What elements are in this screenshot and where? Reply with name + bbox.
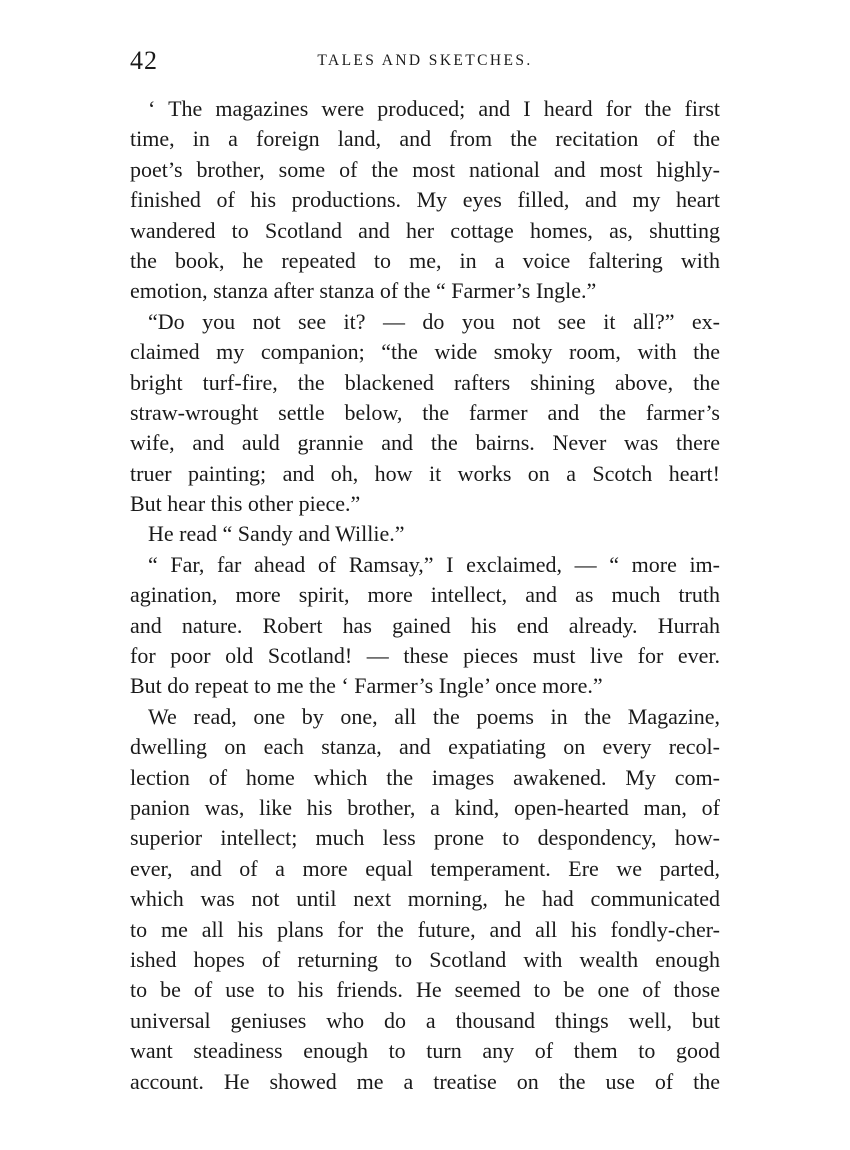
text-line: poet’s brother, some of the most national and most highly-: [130, 156, 720, 182]
text-line: want steadiness enough to turn any of them to good: [130, 1038, 720, 1064]
text-line: for poor old Scotland! — these pieces must live for ever.: [130, 643, 720, 669]
page-number: 42: [130, 46, 158, 75]
text-line: to be of use to his friends. He seemed to be one of those: [130, 977, 720, 1003]
text-line: ever, and of a more equal temperament. Ere we parted,: [130, 855, 720, 881]
text-line: truer painting; and oh, how it works on a Scotch heart!: [130, 460, 720, 486]
text-line: universal geniuses who do a thousand things well, but: [130, 1007, 720, 1033]
text-line: We read, one by one, all the poems in the Magazine,: [148, 703, 720, 729]
text-line: lection of home which the images awakened. My com-: [130, 764, 720, 790]
body-text: [130, 94, 720, 1097]
text-line: But do repeat to me the ‘ Farmer’s Ingle’ once more.”: [130, 673, 603, 699]
text-line: straw-wrought settle below, the farmer and the farmer’s: [130, 399, 720, 425]
text-line: emotion, stanza after stanza of the “ Farmer’s Ingle.”: [130, 278, 597, 304]
text-line: “Do you not see it? — do you not see it all?” ex-: [148, 308, 720, 334]
text-line: He read “ Sandy and Willie.”: [148, 521, 405, 547]
text-line: time, in a foreign land, and from the recitation of the: [130, 126, 720, 152]
text-line: to me all his plans for the future, and all his fondly-cher-: [130, 916, 720, 942]
text-line: wife, and auld grannie and the bairns. Never was there: [130, 430, 720, 456]
text-line: superior intellect; much less prone to despondency, how-: [130, 825, 720, 851]
text-line: ished hopes of returning to Scotland with wealth enough: [130, 946, 720, 972]
text-line: dwelling on each stanza, and expatiating on every recol-: [130, 734, 720, 760]
text-line: and nature. Robert has gained his end already. Hurrah: [130, 612, 720, 638]
text-line: claimed my companion; “the wide smoky room, with the: [130, 339, 720, 365]
text-line: But hear this other piece.”: [130, 491, 361, 517]
text-line: panion was, like his brother, a kind, open-hearted man, of: [130, 794, 720, 820]
text-line: account. He showed me a treatise on the use of the: [130, 1068, 720, 1094]
text-line: bright turf-fire, the blackened rafters shining above, the: [130, 369, 720, 395]
text-line: the book, he repeated to me, in a voice faltering with: [130, 247, 720, 273]
text-line: which was not until next morning, he had communicated: [130, 886, 720, 912]
text-line: finished of his productions. My eyes filled, and my heart: [130, 187, 720, 213]
text-line: ‘ The magazines were produced; and I heard for the first: [148, 96, 720, 121]
page-header: [130, 46, 720, 76]
text-line: wandered to Scotland and her cottage homes, as, shutting: [130, 217, 720, 243]
running-head: TALES AND SKETCHES.: [317, 52, 533, 69]
text-line: “ Far, far ahead of Ramsay,” I exclaimed, — “ more im-: [148, 551, 720, 577]
text-line: agination, more spirit, more intellect, and as much truth: [130, 582, 720, 608]
